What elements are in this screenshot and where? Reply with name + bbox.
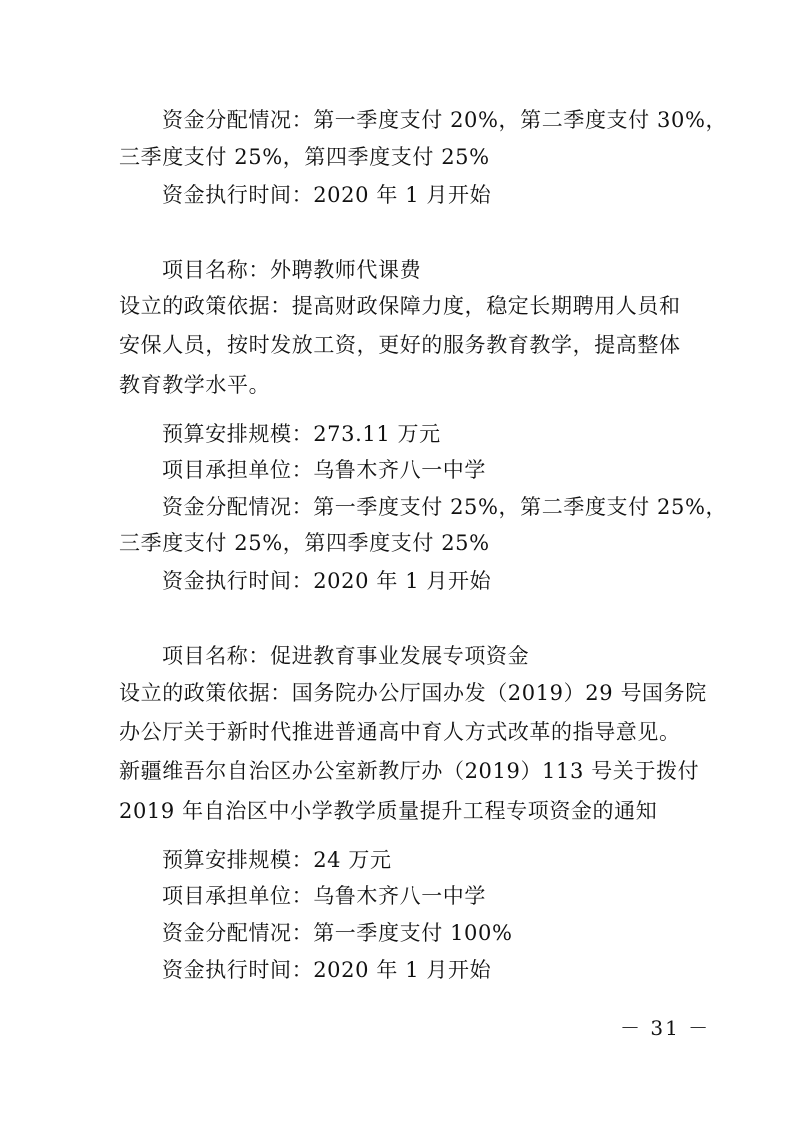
section1-basis-line2: 安保人员，按时发放工资，更好的服务教育教学，提高整体 bbox=[119, 333, 681, 357]
section2-allocation: 资金分配情况：第一季度支付 100% bbox=[162, 921, 513, 945]
section2-unit: 项目承担单位：乌鲁木齐八一中学 bbox=[162, 884, 486, 908]
section2-basis-line4: 2019 年自治区中小学教学质量提升工程专项资金的通知 bbox=[119, 799, 658, 823]
section1-name: 项目名称：外聘教师代课费 bbox=[162, 258, 422, 282]
section2-time: 资金执行时间：2020 年 1 月开始 bbox=[162, 958, 492, 982]
section0-time: 资金执行时间：2020 年 1 月开始 bbox=[162, 183, 492, 207]
section2-budget: 预算安排规模：24 万元 bbox=[162, 848, 392, 872]
section1-allocation: 资金分配情况：第一季度支付 25%，第二季度支付 25%， bbox=[162, 495, 728, 519]
section1-basis-line1: 设立的政策依据：提高财政保障力度，稳定长期聘用人员和 bbox=[119, 294, 681, 318]
section1-budget: 预算安排规模：273.11 万元 bbox=[162, 422, 441, 446]
section2-basis-line2: 办公厅关于新时代推进普通高中育人方式改革的指导意见。 bbox=[119, 720, 681, 744]
section1-allocation-cont: 三季度支付 25%，第四季度支付 25% bbox=[119, 531, 490, 555]
section2-basis-line1: 设立的政策依据：国务院办公厅国办发（2019）29 号国务院 bbox=[119, 681, 707, 705]
section2-name: 项目名称：促进教育事业发展专项资金 bbox=[162, 644, 530, 668]
section1-basis-line3: 教育教学水平。 bbox=[119, 373, 271, 397]
section1-time: 资金执行时间：2020 年 1 月开始 bbox=[162, 569, 492, 593]
section0-allocation-cont: 三季度支付 25%，第四季度支付 25% bbox=[119, 145, 490, 169]
section1-unit: 项目承担单位：乌鲁木齐八一中学 bbox=[162, 458, 486, 482]
section2-basis-line3: 新疆维吾尔自治区办公室新教厅办（2019）113 号关于拨付 bbox=[119, 759, 700, 783]
section0-allocation: 资金分配情况：第一季度支付 20%，第二季度支付 30%， bbox=[162, 108, 728, 132]
page-number: － 31 － bbox=[620, 1016, 711, 1040]
